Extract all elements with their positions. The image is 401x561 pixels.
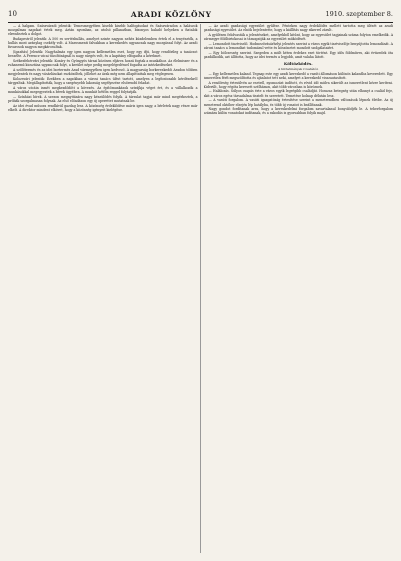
left-column (8, 24, 198, 555)
page-header (8, 6, 393, 23)
article-paragraph: — Színházi hírek. A szezon megnyitására nagy készülődés folyik. A társulat tagjai már mind megérkeztek, a próbák szorgalmasan folynak. Az első előadáson egy új operettet mutatnak be. (8, 94, 198, 103)
masthead: ARADI KÖZLÖNY (130, 9, 212, 19)
issue-date: 1910. szeptember 8. (325, 10, 393, 18)
article-paragraph: (Igazítás) Jelentik: Nagyhalmás egy igen nagyon kellemetlen eset, hogy egy ifjú, hogy rendőrileg a tanácsot beszélte. A Ferencz-utcai tűzoltóságnál is nagy sürgés volt, és a kapitány elfogadta a kérelmet. (8, 50, 198, 59)
article-paragraph: A város utcáin ismét megkezdődött a kövezés. Az építőmunkások sztrájkja véget ért, és a vállalkozók a munkásokkal megegyeztek a bérek ügyében. A munkát hétfőn reggel folytatják. (8, 85, 198, 94)
article-paragraph: — Egy bölcsesség szerint. Szegeden a múlt héten érdekes eset történt. Egy idős földműves, aki évtizedek óta gazdálkodik, azt állította, hogy az idei termés a legjobb, amit valaha látott. (203, 50, 393, 59)
page-number: 10 (8, 10, 17, 18)
section-subheading: A hirdetmények rovatából. (278, 67, 319, 72)
article-paragraph: — Halálozás. Súlyos csapás érte a város egyik legrégibb családját. Hosszas betegség után elhunyt a család feje, akit a város egész társadalma tisztelt és szeretett. Temetése holnap délután lesz. (203, 89, 393, 98)
section-heading: Költözködés. (283, 61, 313, 67)
columns (8, 24, 393, 555)
article-paragraph: — Egy kellemetlen kaland. Tegnap este egy aradi kereskedő a vasúti állomáson különös kalandba keveredett. Egy ismeretlen férfi megszólította és ajánlatot tett neki, amelyet a kereskedő visszautasított. (203, 71, 393, 80)
right-column (204, 24, 394, 555)
article-paragraph: Nagy gondot fordítanak arra, hogy a kereskedelmi forgalom zavartalanul bonyolódjék le. A teherforgalom számára külön vonatokat indítanak, és a rakodás is gyorsabban folyik majd. (203, 107, 393, 116)
article-paragraph: Az idei évad műsora rendkívül gazdag lesz. A közönség érdeklődése máris igen nagy, a bérletek nagy része már elkelt. A direktor mindent elkövet, hogy a közönség igényeit kielégítse. (8, 103, 198, 112)
article-paragraph: A szőlőtermés és az idei bortermés Arad vármegyében igen kedvező. A magyarság borkereskedői Aradon többen megjelentek és nagy vásárlásokat eszközöltek, jóllehet az árak még nem állapíttattak meg véglegesen. (8, 67, 198, 77)
article-paragraph: Székesfehérvári jelentik: Kozáry és Gyöngyös társai közösen eljárva hozzá fogtak a munkához. Az élelmiszer és a ruhanemű kiosztása ugyancsak folyt, a kerület népe pedig megelégedéssel fogadta az intézkedéseket. (8, 59, 198, 68)
article-paragraph: — A halgam. Szászváradi jelentik: Temesmegyében kisebb kisebb halfogásokat és Szászváradon a halászok mozgalmas napokat értek meg. Aztán nyomban, az utolsó pillanatban, bizonyos haladó helyeken a fiatalok elrendeztek a dolgot. (8, 24, 198, 37)
article-paragraph: A gyűlésen felolvasták a jelentéseket, amelyekből kitűnt, hogy az egyesület tagjainak száma folyton emelkedik. A vármegye földbirtokosai is támogatják az egyesület működését. (203, 32, 393, 42)
article-paragraph: — Az aradi gazdasági egyesület gyűlése. Pénteken nagy érdeklődés mellett tartotta meg ülését az aradi gazdasági egyesület. Az elnök bejelentette, hogy a kiállítás nagy sikerrel zárult. (203, 24, 393, 33)
article-paragraph: A rendőrség értesülvén az esetről, nyomozást indított, és rövid idő múlva sikerült az ismeretlent kézre keríteni. Kiderült, hogy régóta keresett szélhámos, akit több városban is köröznek. (203, 80, 393, 89)
article-paragraph: — A vasúti forgalom. A vasúti igazgatóság értesítése szerint a menetrendben változások lépnek életbe. Az új menetrend október elsején lép hatályba, és több új vonatot is beállítanak. (203, 98, 393, 107)
article-paragraph: — Lemondott tisztviselő. Hodmezővásárhelyi jelentés szerint a város egyik tisztviselője benyújtotta lemondását. A városi tanács a lemondást tudomásul vette és köszönetet mondott szolgálataiért. (203, 41, 393, 50)
article-paragraph: Kolozsvári jelentik: Ezekben a napokban a városi tanács ülést tartott, amelyen a legfontosabb kérdésekről tárgyaltak. Megállapították, hogy a szegényebb lakosság segélyezése elsőrendű feladat. (8, 76, 198, 85)
article-paragraph: Budapestről jelentik: A 500 es sertéshullás, amelyet szinte nagyon nehéz küzdelemben értek el a tenyésztők, a hullás most aránylag csekély volt. A Marosmenti falvakban a kereskedés ugyancsak nagy mozgással folyt. Az aradi fuvarosok nagyon megkárosultak. (8, 37, 198, 50)
